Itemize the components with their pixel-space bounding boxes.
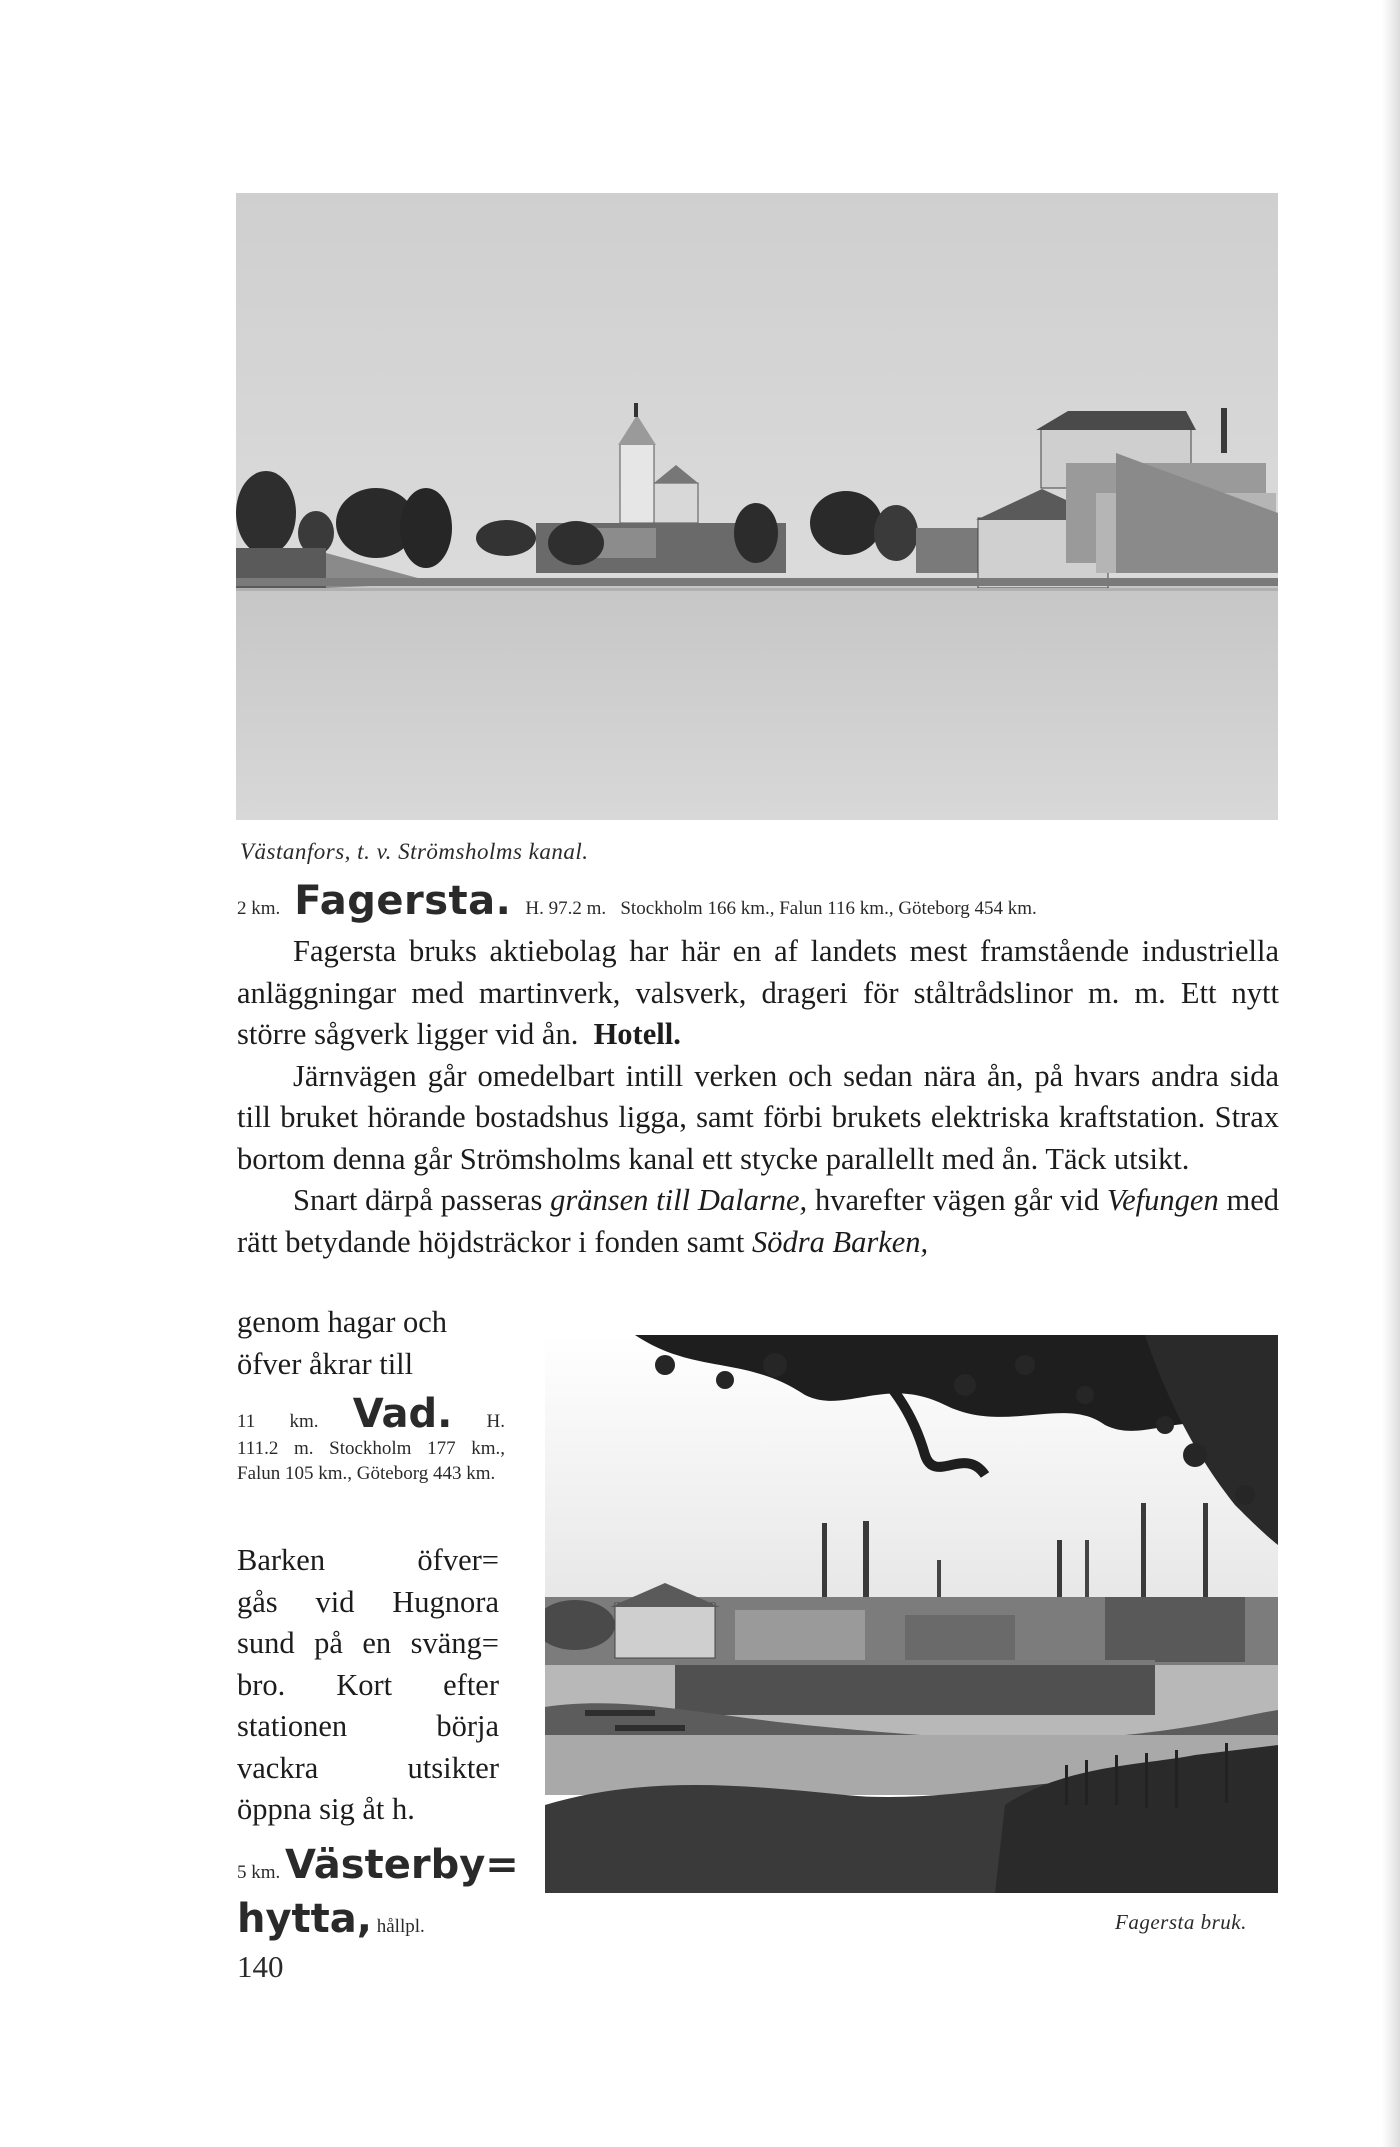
hotel-label: Hotell. — [593, 1017, 681, 1051]
main-text — [237, 931, 1279, 1263]
vasterby-name-b: hytta, — [237, 1896, 372, 1942]
fagersta-details: H. 97.2 m. Stockholm 166 km., Falun 116 km., Göteborg 454 km. — [525, 898, 1037, 919]
vasterby-entry — [237, 1842, 537, 1950]
fagersta-km: 2 km. — [237, 898, 281, 919]
photo-vastanfors — [236, 193, 1278, 820]
vasterby-suffix: hållpl. — [376, 1916, 425, 1937]
barken-text: Barken öfver= gås vid Hugnora sund på en sväng= bro. Kort efter stationen börja vackra utsikter öppna sig åt h. — [237, 1543, 499, 1826]
top-photo-caption: Västanfors, t. v. Strömsholms kanal. — [240, 839, 589, 864]
page-edge — [1382, 0, 1400, 2147]
paragraph-jarnvagen: Järnvägen går omedelbart intill verken och sedan nära ån, på hvars andra sida till bruket hörande bostadshus ligga, samt förbi brukets elektriska kraftstation. Strax bortom denna går Strömsholms kanal ett stycke parallellt med ån. Täck utsikt. — [237, 1058, 1279, 1176]
bottom-photo-caption: Fagersta bruk. — [1115, 1910, 1247, 1934]
paragraph-snart: Snart därpå passeras gränsen till Dalarne, hvarefter vägen går vid Vefungen med rätt betydande höjdsträckor i fonden samt Södra Barken, — [237, 1183, 1280, 1259]
fagersta-name: Fagersta. — [294, 878, 512, 924]
vad-h: H. — [486, 1411, 506, 1432]
vad-km: 11 km. — [237, 1411, 319, 1432]
vad-name: Vad. — [352, 1391, 453, 1437]
paragraph-fagersta: Fagersta bruks aktiebolag har här en af landets mest framstående industriella anläggningar med martinverk, valsverk, drageri för ståltrådslinor m. m. Ett nytt större sågverk ligger vid ån. Hotell. — [237, 934, 1279, 1051]
paragraph-snart-continued: genom hagar och öfver åkrar till — [237, 1305, 448, 1381]
vad-details: 111.2 m. Stockholm 177 km., Falun 105 km., Göteborg 443 km. — [237, 1438, 505, 1484]
photo-fagersta-bruk — [545, 1335, 1278, 1893]
vasterby-name-a: Västerby= — [285, 1842, 519, 1888]
vad-entry — [237, 1391, 506, 1486]
fagersta-heading — [237, 878, 1279, 924]
vasterby-km: 5 km. — [237, 1862, 281, 1883]
page-number: 140 — [237, 1949, 284, 1984]
